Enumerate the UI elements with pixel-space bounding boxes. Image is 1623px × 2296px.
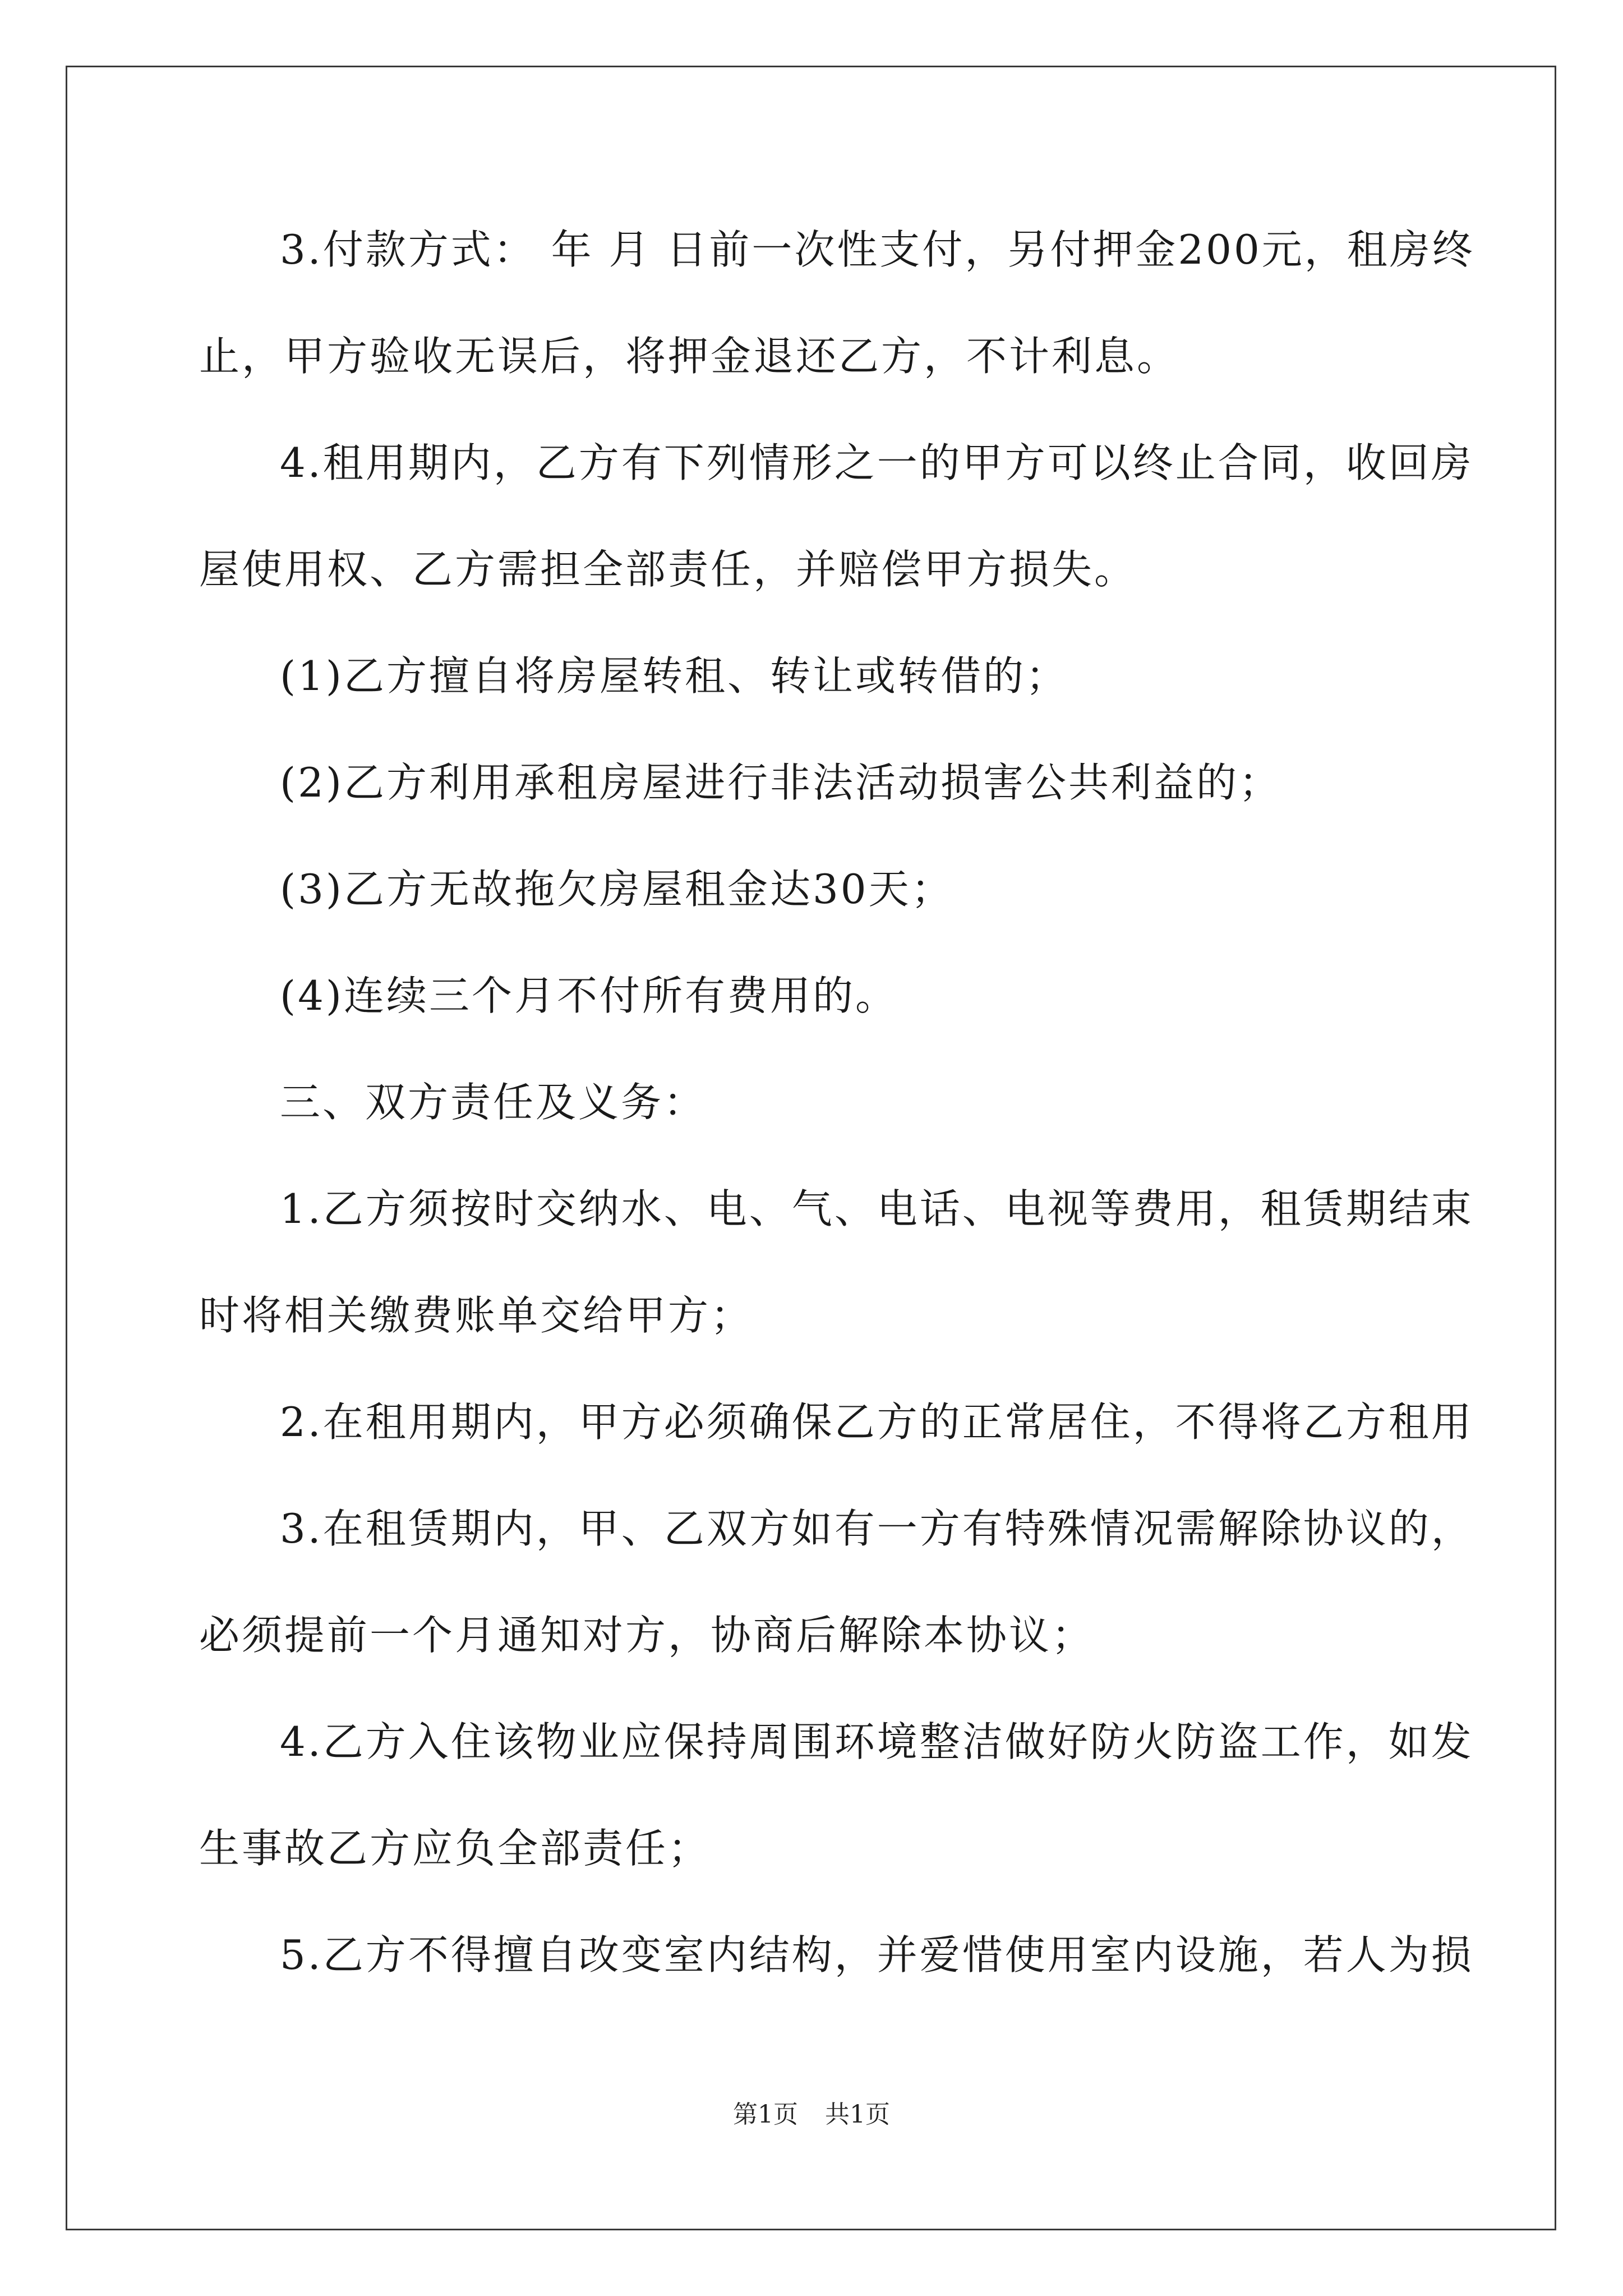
paragraph-line: 3.付款方式： 年 月 日前一次性支付，另付押金200元，租房终	[280, 226, 1475, 273]
paragraph-line: 1.乙方须按时交纳水、电、气、电话、电视等费用，租赁期结束	[280, 1185, 1474, 1232]
paragraph-line: 4.乙方入住该物业应保持周围环境整洁做好防火防盗工作，如发	[280, 1718, 1474, 1765]
paragraph-line: (3)乙方无故拖欠房屋租金达30天；	[280, 866, 954, 913]
page-number-total: 共1页	[825, 2100, 890, 2129]
page-footer	[0, 2098, 1623, 2132]
section-heading: 三、双方责任及义务：	[280, 1079, 707, 1126]
paragraph-line: 时将相关缴费账单交给甲方；	[199, 1292, 754, 1339]
paragraph-line: 必须提前一个月通知对方，协商后解除本协议；	[199, 1612, 1095, 1659]
paragraph-line: 4.租用期内，乙方有下列情形之一的甲方可以终止合同，收回房	[280, 439, 1474, 486]
paragraph-line: (2)乙方利用承租房屋进行非法活动损害公共利益的；	[280, 759, 1281, 806]
paragraph-line: 屋使用权、乙方需担全部责任，并赔偿甲方损失。	[199, 546, 1137, 593]
paragraph-line: (1)乙方擅自将房屋转租、转让或转借的；	[280, 652, 1068, 700]
paragraph-line: 3.在租赁期内，甲、乙双方如有一方有特殊情况需解除协议的，	[280, 1505, 1474, 1552]
paragraph-line: (4)连续三个月不付所有费用的。	[280, 972, 898, 1019]
paragraph-line: 2.在租用期内，甲方必须确保乙方的正常居住，不得将乙方租用	[280, 1398, 1474, 1446]
paragraph-line: 5.乙方不得擅自改变室内结构，并爱惜使用室内设施，若人为损	[280, 1931, 1474, 1978]
page-number-current: 第1页	[733, 2100, 798, 2129]
paragraph-line: 止，甲方验收无误后，将押金退还乙方，不计利息。	[199, 333, 1180, 380]
paragraph-line: 生事故乙方应负全部责任；	[199, 1825, 711, 1872]
page-border	[66, 66, 1556, 2230]
